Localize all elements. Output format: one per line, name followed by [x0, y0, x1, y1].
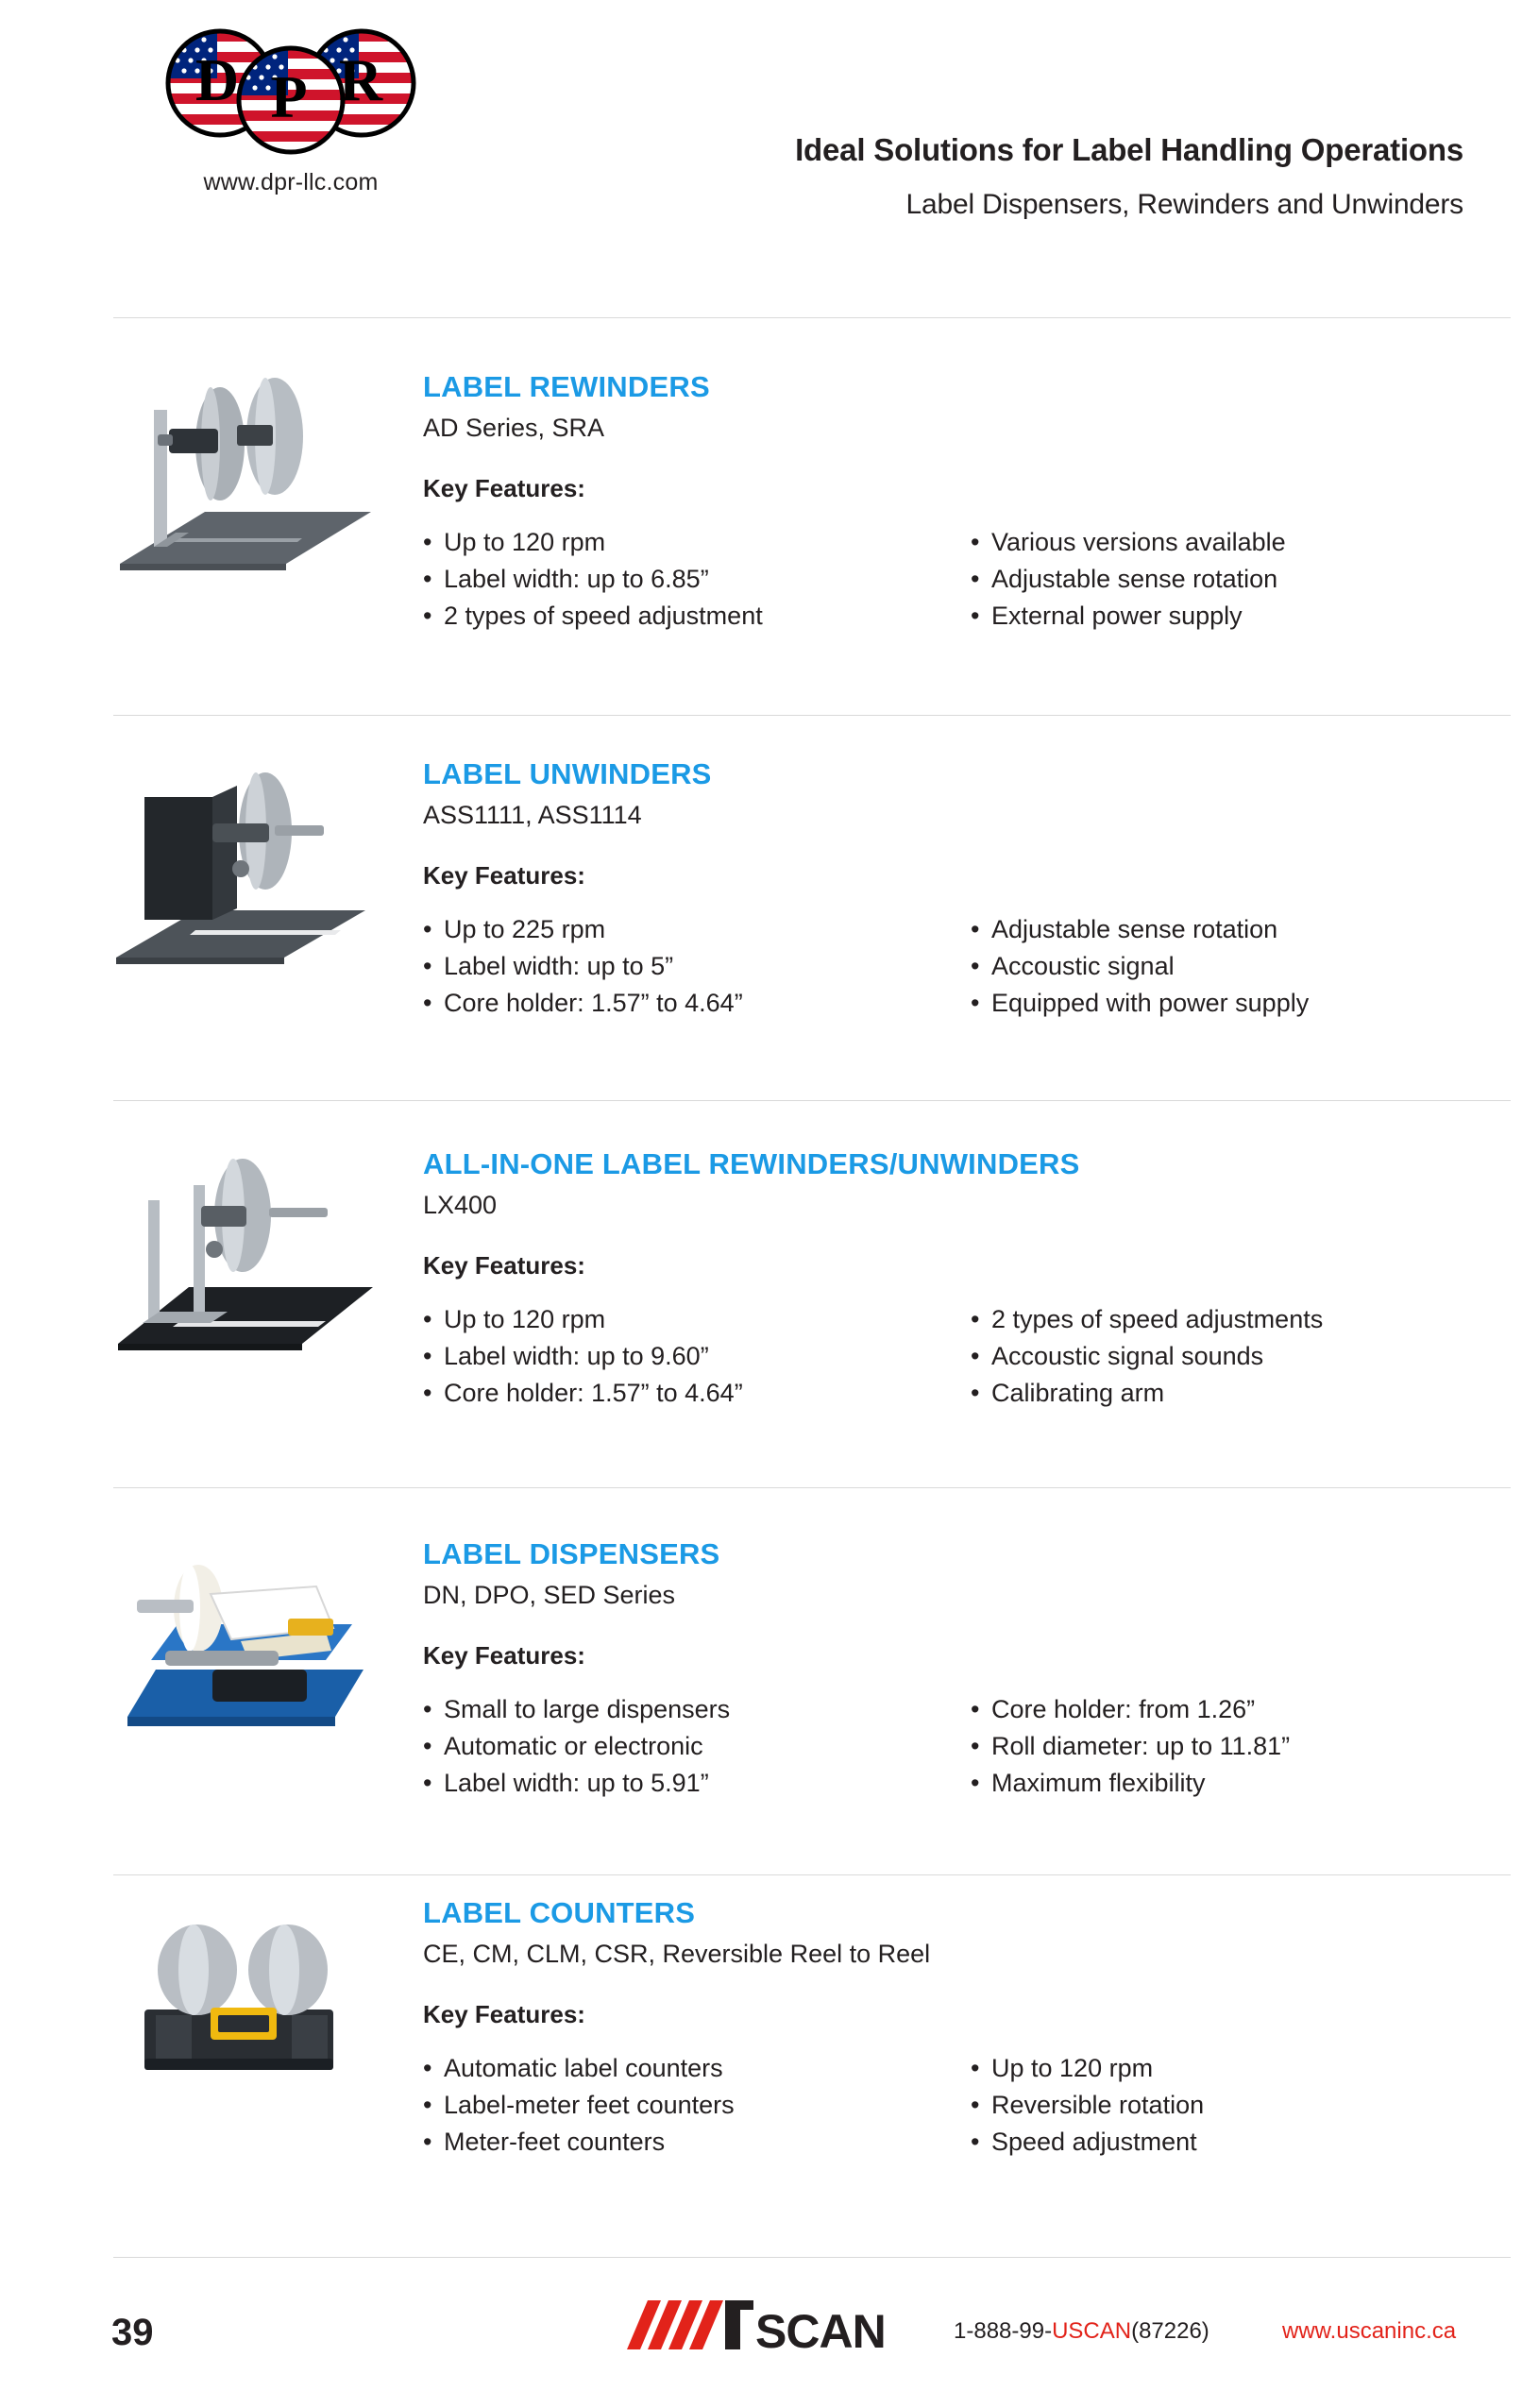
section-title: LABEL REWINDERS — [423, 370, 710, 403]
bullet-icon: • — [423, 915, 432, 943]
feature-item: • External power supply — [971, 598, 1518, 635]
bullet-icon: • — [971, 989, 980, 1017]
bullet-icon: • — [423, 602, 432, 630]
svg-text:D: D — [194, 46, 240, 113]
features-column-right — [971, 524, 1518, 635]
features-column-left — [423, 524, 971, 635]
section-body — [423, 757, 1518, 1025]
features-grid — [423, 2050, 1518, 2163]
bullet-icon: • — [971, 528, 980, 556]
bullet-icon: • — [423, 952, 432, 980]
bullet-icon: • — [971, 602, 980, 630]
feature-item: • Label-meter feet counters — [423, 2087, 971, 2124]
bullet-icon: • — [971, 2091, 980, 2119]
divider — [113, 715, 1511, 716]
section-body — [423, 1896, 1518, 2163]
feature-item: • Up to 225 rpm — [423, 911, 971, 948]
svg-text:SCAN: SCAN — [755, 2305, 886, 2357]
dpr-logo — [111, 26, 470, 196]
section-body — [423, 1537, 1518, 1805]
phone-suffix: (87226) — [1131, 2318, 1209, 2344]
bullet-icon: • — [423, 2091, 432, 2119]
feature-item: • Core holder: 1.57” to 4.64” — [423, 985, 971, 1022]
key-features-label: Key Features: — [423, 861, 585, 890]
section-models: AD Series, SRA — [423, 414, 605, 442]
feature-item: • Small to large dispensers — [423, 1691, 971, 1728]
footer-phone — [954, 2318, 1209, 2345]
feature-item: • Label width: up to 5” — [423, 948, 971, 985]
feature-item: • Reversible rotation — [971, 2087, 1518, 2124]
bullet-icon: • — [423, 2054, 432, 2082]
page-number: 39 — [111, 2312, 154, 2353]
label-counter-photo — [99, 1896, 382, 2132]
feature-item: • Adjustable sense rotation — [971, 911, 1518, 948]
bullet-icon: • — [971, 565, 980, 593]
uscan-logo-icon — [623, 2295, 906, 2357]
all-in-one-rewinder-unwinder-photo — [99, 1147, 382, 1383]
bullet-icon: • — [423, 1305, 432, 1333]
features-column-left — [423, 2050, 971, 2161]
svg-text:P: P — [270, 63, 308, 130]
divider — [113, 317, 1511, 318]
features-column-right — [971, 1691, 1518, 1802]
bullet-icon: • — [423, 1342, 432, 1370]
feature-item: • Label width: up to 6.85” — [423, 561, 971, 598]
section-title: LABEL UNWINDERS — [423, 757, 712, 790]
key-features-label: Key Features: — [423, 1251, 585, 1280]
label-dispenser-photo — [99, 1537, 382, 1773]
bullet-icon: • — [423, 1769, 432, 1797]
section-title: ALL-IN-ONE LABEL REWINDERS/UNWINDERS — [423, 1147, 1080, 1180]
features-column-left — [423, 1301, 971, 1412]
feature-item: • Maximum flexibility — [971, 1765, 1518, 1802]
key-features-label: Key Features: — [423, 1641, 585, 1670]
phone-brand: USCAN — [1052, 2318, 1132, 2344]
feature-item: • Core holder: from 1.26” — [971, 1691, 1518, 1728]
company-website[interactable]: www.dpr-llc.com — [203, 169, 379, 195]
feature-item: • Up to 120 rpm — [971, 2050, 1518, 2087]
feature-item: • Various versions available — [971, 524, 1518, 561]
feature-item: • Adjustable sense rotation — [971, 561, 1518, 598]
section-body — [423, 1147, 1518, 1415]
features-grid — [423, 1301, 1518, 1415]
bullet-icon: • — [423, 1379, 432, 1407]
features-column-left — [423, 1691, 971, 1802]
feature-item: • Automatic or electronic — [423, 1728, 971, 1765]
key-features-label: Key Features: — [423, 474, 585, 502]
feature-item: • Meter-feet counters — [423, 2124, 971, 2161]
section-models: CE, CM, CLM, CSR, Reversible Reel to Reel — [423, 1940, 931, 1968]
bullet-icon: • — [423, 1695, 432, 1723]
page-header — [0, 0, 1539, 293]
features-grid — [423, 911, 1518, 1025]
feature-item: • Roll diameter: up to 11.81” — [971, 1728, 1518, 1765]
section-models: ASS1111, ASS1114 — [423, 801, 642, 829]
footer-website[interactable]: www.uscaninc.ca — [1282, 2318, 1457, 2344]
page-title: Ideal Solutions for Label Handling Operations — [795, 132, 1463, 167]
section-models: DN, DPO, SED Series — [423, 1581, 676, 1609]
section-title: LABEL DISPENSERS — [423, 1537, 720, 1570]
bullet-icon: • — [423, 989, 432, 1017]
dpr-logo-icon — [149, 26, 432, 163]
section-title: LABEL COUNTERS — [423, 1896, 696, 1929]
feature-item: • Automatic label counters — [423, 2050, 971, 2087]
bullet-icon: • — [971, 1342, 980, 1370]
bullet-icon: • — [971, 1305, 980, 1333]
uscan-logo — [623, 2295, 906, 2362]
key-features-label: Key Features: — [423, 2000, 585, 2028]
feature-item: • Calibrating arm — [971, 1375, 1518, 1412]
feature-item: • Label width: up to 5.91” — [423, 1765, 971, 1802]
feature-item: • Speed adjustment — [971, 2124, 1518, 2161]
bullet-icon: • — [971, 1732, 980, 1760]
features-column-right — [971, 2050, 1518, 2161]
features-grid — [423, 1691, 1518, 1805]
phone-prefix: 1-888-99- — [954, 2318, 1053, 2344]
features-column-left — [423, 911, 971, 1022]
bullet-icon: • — [971, 952, 980, 980]
bullet-icon: • — [971, 2054, 980, 2082]
feature-item: • Label width: up to 9.60” — [423, 1338, 971, 1375]
divider — [113, 2257, 1511, 2258]
feature-item: • 2 types of speed adjustment — [423, 598, 971, 635]
bullet-icon: • — [423, 528, 432, 556]
bullet-icon: • — [971, 1379, 980, 1407]
label-rewinder-photo — [99, 370, 382, 606]
bullet-icon: • — [971, 2128, 980, 2156]
bullet-icon: • — [423, 2128, 432, 2156]
feature-item: • Accoustic signal sounds — [971, 1338, 1518, 1375]
divider — [113, 1874, 1511, 1875]
bullet-icon: • — [971, 1695, 980, 1723]
header-text-block — [519, 132, 1463, 221]
divider — [113, 1487, 1511, 1488]
feature-item: • Equipped with power supply — [971, 985, 1518, 1022]
bullet-icon: • — [423, 565, 432, 593]
features-column-right — [971, 1301, 1518, 1412]
svg-text:R: R — [338, 46, 383, 113]
feature-item: • Up to 120 rpm — [423, 1301, 971, 1338]
bullet-icon: • — [971, 1769, 980, 1797]
feature-item: • 2 types of speed adjustments — [971, 1301, 1518, 1338]
page-footer — [0, 2266, 1539, 2408]
bullet-icon: • — [971, 915, 980, 943]
section-models: LX400 — [423, 1191, 498, 1219]
divider — [113, 1100, 1511, 1101]
feature-item: • Core holder: 1.57” to 4.64” — [423, 1375, 971, 1412]
page-subtitle: Label Dispensers, Rewinders and Unwinders — [905, 189, 1463, 220]
features-column-right — [971, 911, 1518, 1022]
features-grid — [423, 524, 1518, 637]
feature-item: • Accoustic signal — [971, 948, 1518, 985]
section-body — [423, 370, 1518, 637]
feature-item: • Up to 120 rpm — [423, 524, 971, 561]
label-unwinder-photo — [99, 757, 382, 993]
bullet-icon: • — [423, 1732, 432, 1760]
